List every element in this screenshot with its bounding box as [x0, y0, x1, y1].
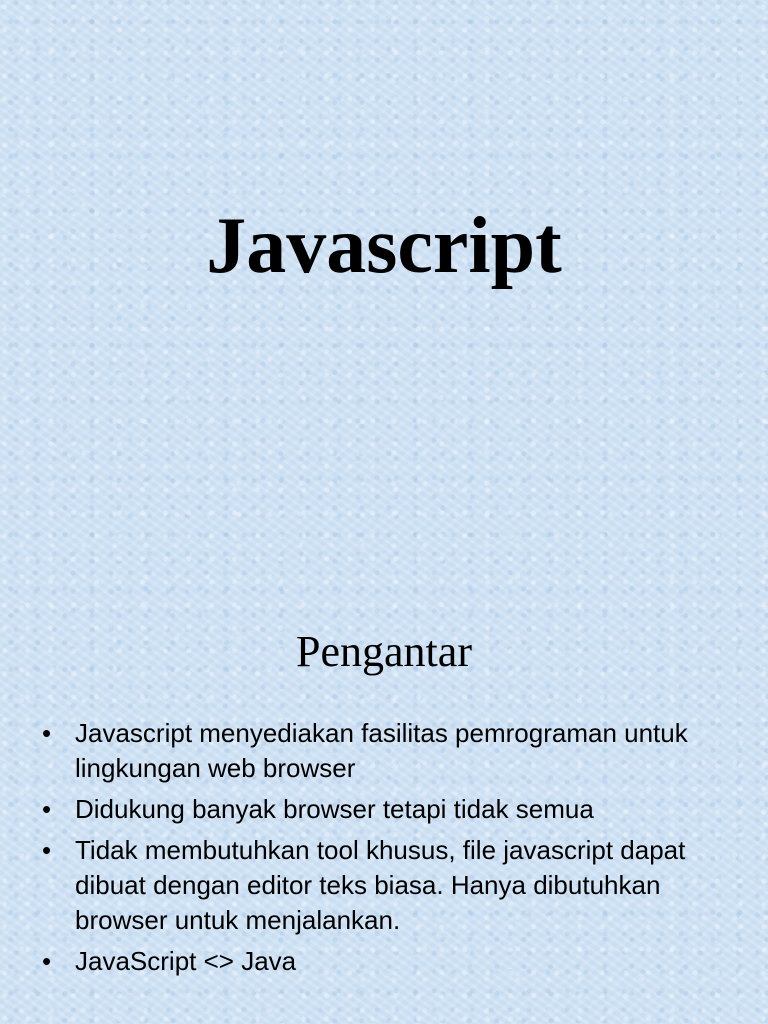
slide-title: Javascript	[206, 202, 562, 290]
bullet-text: Javascript menyediakan fasilitas pemrograman untuk lingkungan web browser	[75, 718, 688, 783]
bullet-item	[40, 833, 730, 938]
bullet-icon: •	[42, 946, 52, 976]
bullet-text: Didukung banyak browser tetapi tidak semua	[75, 794, 594, 824]
bullet-item	[40, 944, 730, 979]
slide-heading: Pengantar	[296, 627, 472, 676]
bullet-list	[40, 716, 730, 985]
content-slide	[0, 512, 768, 1024]
bullet-item	[40, 716, 730, 786]
bullet-text: JavaScript <> Java	[75, 946, 297, 976]
bullet-text: Tidak membutuhkan tool khusus, file javascript dapat dibuat dengan editor teks biasa. Hanya dibutuhkan browser untuk menjalankan.	[75, 835, 686, 935]
bullet-icon: •	[42, 718, 52, 748]
bullet-item	[40, 792, 730, 827]
bullet-icon: •	[42, 835, 52, 865]
bullet-icon: •	[42, 794, 52, 824]
